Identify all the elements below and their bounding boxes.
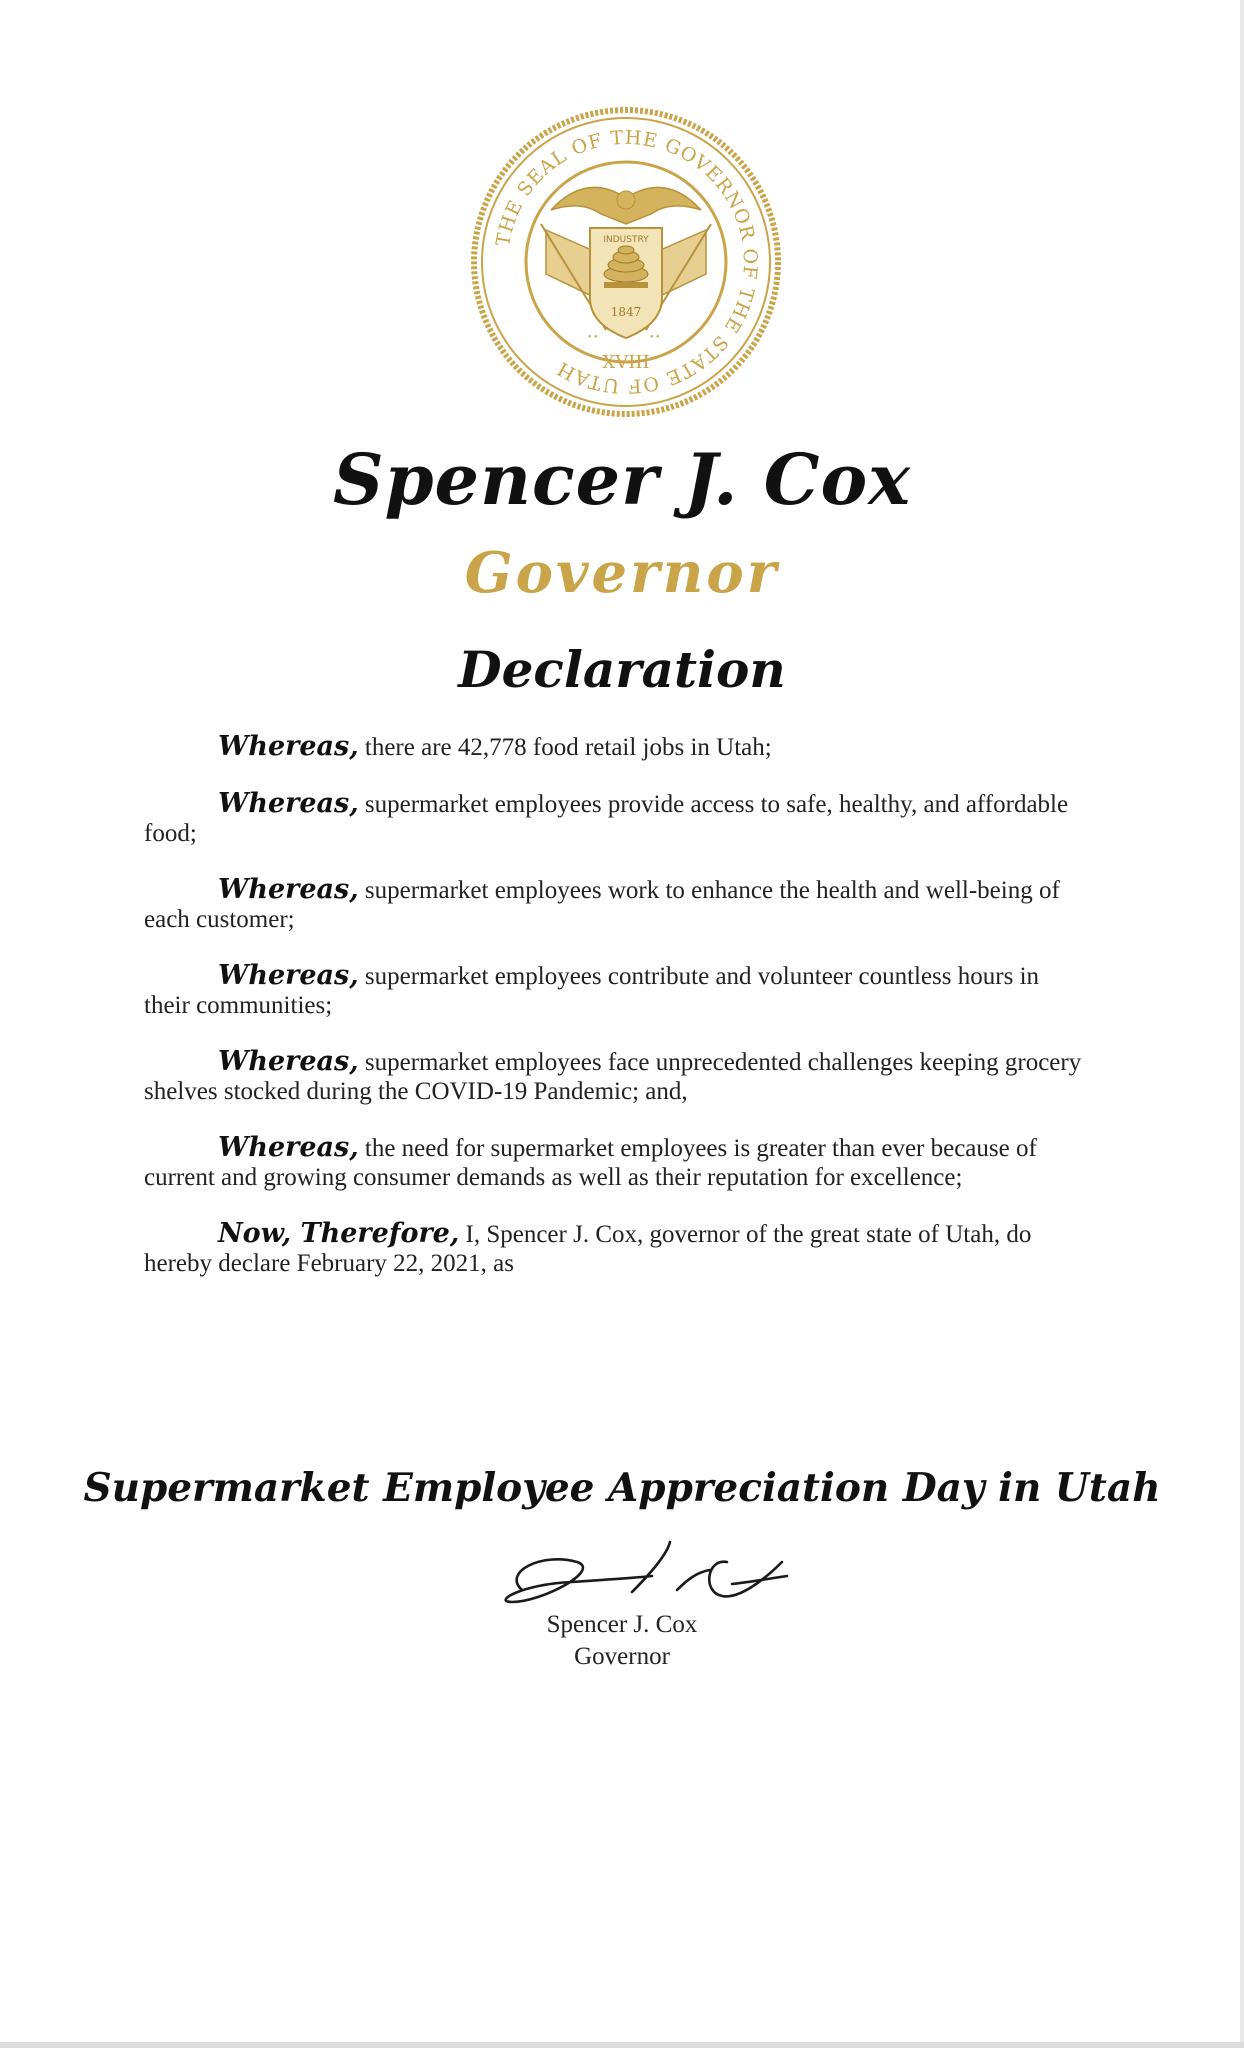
proclamation-title: Supermarket Employee Appreciation Day in Utah [83, 1465, 1161, 1511]
handwritten-signature [482, 1532, 792, 1622]
whereas-clause [144, 789, 1090, 848]
clause-lead: Whereas, [218, 1046, 359, 1077]
scan-edge-bottom [0, 2042, 1244, 2048]
clause-lead: Whereas, [218, 731, 359, 762]
svg-text:• •: • • [650, 332, 660, 343]
whereas-clause [144, 961, 1090, 1020]
seal-motto: INDUSTRY [603, 235, 649, 245]
clause-text: supermarket employees provide access to safe, healthy, and affordable food; [144, 791, 1069, 847]
clause-lead: Whereas, [218, 1132, 359, 1163]
declaration-body [144, 732, 1090, 1305]
clause-text: the need for supermarket employees is greater than ever because of current and growing consumer demands as well as their reputation for excellence; [144, 1135, 1037, 1191]
signer-title: Governor [574, 1643, 670, 1670]
therefore-clause [144, 1219, 1090, 1278]
whereas-clause [144, 1133, 1090, 1192]
whereas-clause [144, 732, 1090, 762]
clause-text: there are 42,778 food retail jobs in Utah; [358, 734, 772, 761]
clause-text: I, Spencer J. Cox, governor of the great state of Utah, do hereby declare February 22, 2021, as [144, 1221, 1032, 1277]
scan-edge-right [1240, 0, 1244, 2048]
clause-lead: Whereas, [218, 874, 359, 905]
whereas-clause [144, 875, 1090, 934]
signer-name: Spencer J. Cox [546, 1611, 698, 1638]
seal-ring-text: THE SEAL OF THE GOVERNOR OF THE STATE OF UTAH [492, 126, 762, 398]
signature-graphic [482, 1532, 792, 1622]
governor-seal [466, 102, 786, 422]
clause-lead: Now, Therefore, [218, 1218, 460, 1249]
governor-title: Governor [464, 540, 780, 606]
clause-text: supermarket employees face unprecedented challenges keeping grocery shelves stocked during the COVID-19 Pandemic; and, [144, 1049, 1082, 1105]
whereas-clause [144, 1047, 1090, 1106]
seal-year: 1847 [610, 305, 642, 319]
clause-lead: Whereas, [218, 960, 359, 991]
seal-numeral: XVIII [602, 352, 650, 373]
clause-text: supermarket employees work to enhance the health and well-being of each customer; [144, 877, 1060, 933]
governor-name: Spencer J. Cox [333, 438, 911, 521]
svg-text:• •: • • [588, 332, 598, 343]
document-type-heading: Declaration [458, 640, 786, 699]
clause-text: supermarket employees contribute and volunteer countless hours in their communities; [144, 963, 1040, 1019]
seal-graphic [466, 102, 786, 422]
clause-lead: Whereas, [218, 788, 359, 819]
